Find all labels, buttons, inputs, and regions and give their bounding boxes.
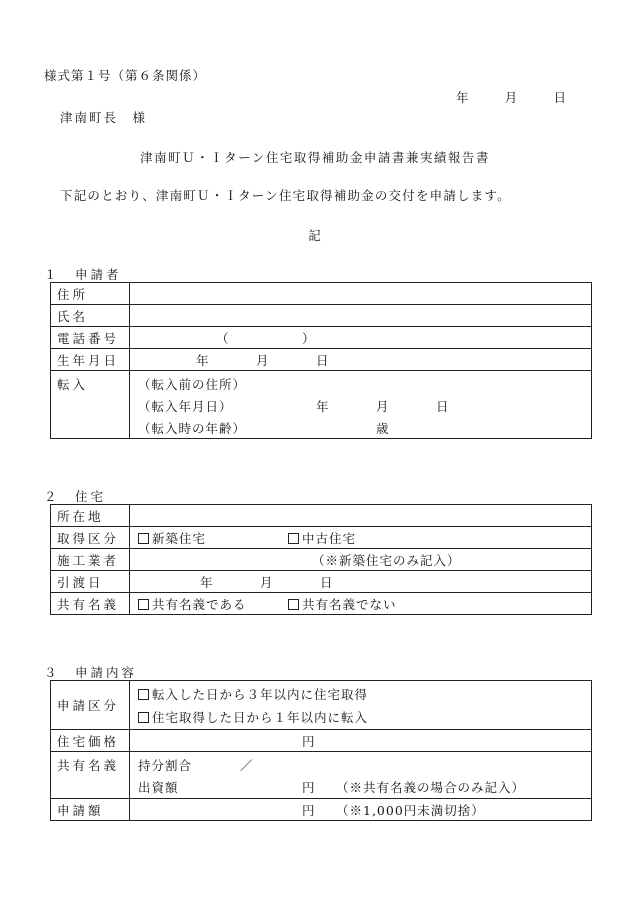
application-amount-field[interactable] [130, 799, 592, 821]
label-delivery-date: 引渡日 [51, 571, 130, 593]
contribution-label: 出資額 [138, 780, 179, 795]
location-field[interactable] [130, 505, 592, 527]
used-house-option[interactable]: 中古住宅 [288, 529, 356, 547]
label-address: 住所 [51, 283, 130, 305]
builder-field[interactable] [130, 549, 592, 571]
contribution-yen: 円 [302, 780, 316, 795]
phone-paren-close: ） [302, 330, 316, 346]
label-co-ownership: 共有名義 [51, 593, 130, 615]
move-day-label: 日 [436, 399, 450, 414]
option-acquire-then-move[interactable]: 住宅取得した日から１年以内に転入 [138, 708, 368, 726]
new-house-option[interactable]: 新築住宅 [138, 529, 206, 547]
label-birthdate: 生年月日 [51, 349, 130, 371]
name-field[interactable] [130, 305, 592, 327]
option-move-then-acquire-checkbox[interactable] [138, 689, 149, 700]
contribution-note: （※共有名義の場合のみ記入） [336, 780, 526, 795]
label-builder: 施工業者 [51, 549, 130, 571]
move-in-field[interactable] [130, 371, 592, 439]
form-number: 様式第１号（第６条関係） [44, 68, 207, 83]
co-owned-yes-option[interactable]: 共有名義である [138, 595, 247, 613]
label-application-amount: 申請額 [51, 799, 130, 821]
housing-table [50, 504, 592, 615]
application-amount-note: （※1,000円未満切捨） [336, 802, 485, 818]
co-owned-no-option[interactable]: 共有名義でない [288, 595, 397, 613]
label-co-ownership-share: 共有名義 [51, 752, 130, 799]
house-price-yen: 円 [302, 733, 316, 749]
application-amount-yen: 円 [302, 802, 316, 818]
intro-text: 下記のとおり、津南町Ｕ・Ｉターン住宅取得補助金の交付を申請します。 [60, 188, 511, 203]
option-move-then-acquire[interactable]: 転入した日から３年以内に住宅取得 [138, 685, 368, 703]
ki-label: 記 [308, 228, 322, 243]
move-prev-address-label: （転入前の住所） [138, 377, 247, 392]
option-acquire-then-move-checkbox[interactable] [138, 712, 149, 723]
delivery-month-label: 月 [260, 574, 274, 590]
phone-field[interactable] [130, 327, 592, 349]
date-month-label: 月 [504, 90, 518, 105]
builder-note: （※新築住宅のみ記入） [312, 552, 461, 568]
label-application-type: 申請区分 [51, 681, 130, 730]
new-house-checkbox[interactable] [138, 533, 149, 544]
move-year-label: 年 [316, 399, 330, 414]
label-acquisition-type: 取得区分 [51, 527, 130, 549]
section-1-heading: １ 申請者 [44, 267, 122, 282]
document-title: 津南町Ｕ・Ｉターン住宅取得補助金申請書兼実績報告書 [140, 150, 490, 165]
acquisition-type-field [130, 527, 592, 549]
birthdate-field[interactable] [130, 349, 592, 371]
move-age-label: （転入時の年齢） [138, 421, 247, 436]
application-content-table [50, 680, 592, 821]
birth-month-label: 月 [256, 352, 270, 368]
co-owned-no-checkbox[interactable] [288, 599, 299, 610]
label-move-in: 転入 [51, 371, 130, 439]
birth-day-label: 日 [316, 352, 330, 368]
age-unit-label: 歳 [376, 421, 390, 436]
co-ownership-share-field[interactable] [130, 752, 592, 799]
move-month-label: 月 [376, 399, 390, 414]
delivery-day-label: 日 [320, 574, 334, 590]
section-3-heading: ３ 申請内容 [44, 665, 138, 680]
house-price-field[interactable] [130, 730, 592, 752]
application-date [456, 88, 566, 106]
phone-paren-open: （ [216, 330, 230, 346]
share-ratio-label: 持分割合 [138, 758, 193, 773]
addressee: 津南町長 様 [60, 110, 148, 125]
application-type-field [130, 681, 592, 730]
section-2-heading: ２ 住宅 [44, 489, 107, 504]
applicant-table [50, 282, 592, 439]
delivery-date-field[interactable] [130, 571, 592, 593]
share-ratio-slash: ／ [240, 758, 254, 773]
label-location: 所在地 [51, 505, 130, 527]
birth-year-label: 年 [196, 352, 210, 368]
label-name: 氏名 [51, 305, 130, 327]
label-phone: 電話番号 [51, 327, 130, 349]
move-date-label: （転入年月日） [138, 399, 233, 414]
delivery-year-label: 年 [200, 574, 214, 590]
used-house-checkbox[interactable] [288, 533, 299, 544]
co-owned-yes-checkbox[interactable] [138, 599, 149, 610]
address-field[interactable] [130, 283, 592, 305]
co-ownership-field [130, 593, 592, 615]
date-day-label: 日 [553, 90, 566, 105]
label-house-price: 住宅価格 [51, 730, 130, 752]
date-year-label: 年 [456, 90, 469, 105]
